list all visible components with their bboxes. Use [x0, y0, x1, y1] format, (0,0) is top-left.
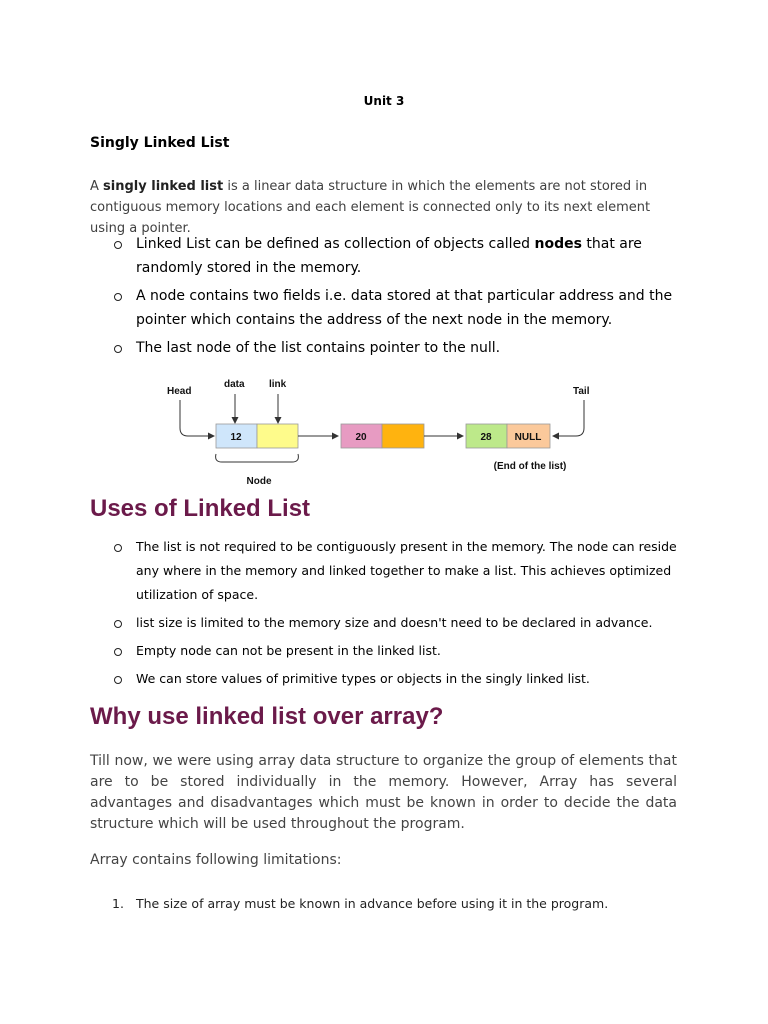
intro-paragraph — [90, 176, 680, 239]
uses-heading: Uses of Linked List — [90, 495, 311, 522]
linked-list-diagram — [160, 372, 600, 492]
list-item — [90, 284, 682, 332]
list-item — [90, 667, 682, 691]
bullet-text: Empty node can not be present in the linked list. — [136, 643, 441, 658]
intro-prefix: A — [90, 179, 104, 194]
bullet-text-post: that are randomly stored in the memory. — [136, 236, 642, 276]
node-1-link-cell — [257, 424, 298, 448]
node-bracket — [216, 454, 299, 462]
link-label: link — [269, 379, 287, 390]
list-item — [90, 639, 682, 663]
node-3-value: 28 — [480, 432, 492, 443]
circle-bullet-icon — [114, 293, 122, 301]
list-item — [90, 336, 682, 360]
bullet-text-pre: The last node of the list contains pointer to the null. — [136, 340, 501, 356]
node-1-value: 12 — [230, 432, 242, 443]
circle-bullet-icon — [114, 241, 122, 249]
null-value: NULL — [514, 432, 542, 443]
list-number: 1. — [112, 896, 124, 911]
end-of-list-label: (End of the list) — [493, 461, 567, 472]
bullet-text: We can store values of primitive types or objects in the singly linked list. — [136, 671, 590, 686]
intro-bold-term: singly linked list — [103, 179, 224, 194]
list-item — [90, 611, 682, 635]
unit-label: Unit 3 — [363, 94, 405, 108]
head-label: Head — [167, 386, 192, 397]
node-2-link-cell — [382, 424, 424, 448]
bullet-bold: nodes — [534, 236, 582, 252]
node-2-value: 20 — [355, 432, 367, 443]
circle-bullet-icon — [114, 620, 122, 628]
data-label: data — [224, 379, 245, 390]
list-text: The size of array must be known in advance before using it in the program. — [136, 896, 609, 911]
list-item — [90, 232, 682, 280]
list-item — [112, 896, 608, 911]
tail-label: Tail — [573, 386, 590, 397]
array-paragraph: Till now, we were using array data structure to organize the group of elements that are to be stored individually in the memory. However, Array has several advantages and disadvantages which must be known in order to decide the data structure which will be used throughout the program. — [90, 753, 677, 832]
head-arrow — [180, 400, 214, 436]
circle-bullet-icon — [114, 345, 122, 353]
why-heading: Why use linked list over array? — [90, 703, 444, 730]
bullet-text: list size is limited to the memory size and doesn't need to be declared in advance. — [136, 615, 653, 630]
tail-arrow — [553, 400, 584, 436]
limitations-intro: Array contains following limitations: — [90, 852, 342, 868]
circle-bullet-icon — [114, 544, 122, 552]
section-title: Singly Linked List — [90, 135, 230, 151]
definition-bullet-list — [90, 232, 682, 364]
intro-rest: is a linear data structure in which the elements are not stored in contiguous memory locations and each element is connected only to its next element using a pointer. — [90, 179, 651, 236]
circle-bullet-icon — [114, 648, 122, 656]
numbered-list — [112, 896, 608, 911]
list-item — [90, 535, 682, 607]
uses-bullet-list — [90, 535, 682, 695]
node-label: Node — [246, 476, 272, 487]
circle-bullet-icon — [114, 676, 122, 684]
bullet-text-pre: Linked List can be defined as collection of objects called — [136, 236, 535, 252]
bullet-text: The list is not required to be contiguously present in the memory. The node can reside any where in the memory and linked together to make a list. This achieves optimized utilization of space. — [136, 539, 677, 602]
bullet-text-pre: A node contains two fields i.e. data stored at that particular address and the pointer which contains the address of the next node in the memory. — [136, 288, 673, 328]
